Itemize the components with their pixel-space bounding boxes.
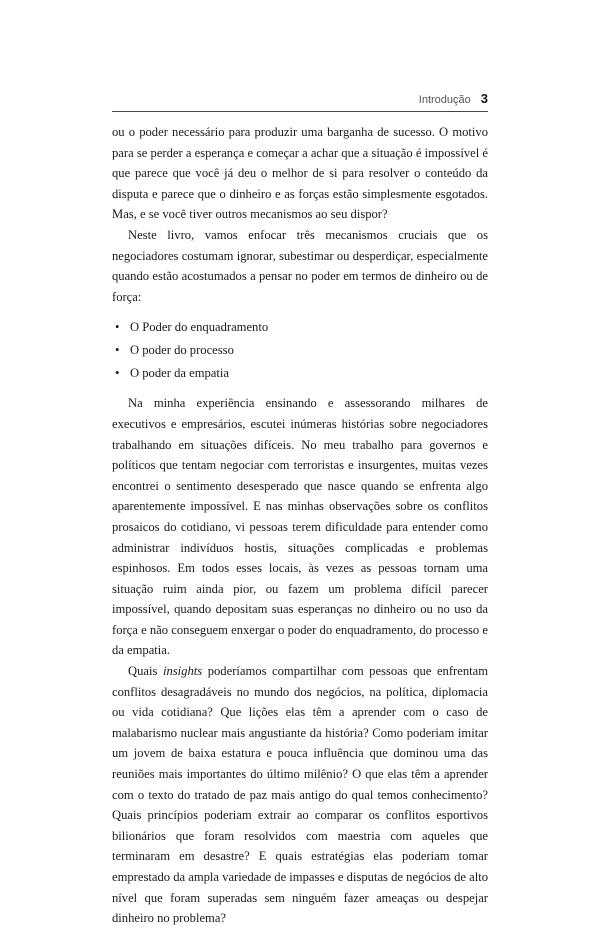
mechanisms-list (112, 316, 488, 385)
paragraph-4-start: Quais (128, 664, 163, 679)
page-number: 3 (480, 91, 488, 106)
body-text (112, 122, 488, 929)
list-item: • O poder do processo (112, 339, 488, 362)
paragraph-1: ou o poder necessário para produzir uma barganha de sucesso. O motivo para se perder a esperança e começar a achar que a situação é impossível é que parece que você já deu o melhor de si para resolver o conteúdo da disputa e parece que o dinheiro e as forças estão simplesmente esgotados. Mas, e se você tiver outros mecanismos ao seu dispor? (112, 125, 488, 222)
paragraph-2: Neste livro, vamos enfocar três mecanismos cruciais que os negociadores costumam ignorar, subestimar ou desperdiçar, especialmente quando estão acostumados a pensar no poder em termos de dinheiro ou de força: (112, 227, 488, 304)
paragraph-4-emphasis: insights (162, 664, 203, 679)
running-header (112, 90, 488, 108)
paragraph-4 (112, 661, 488, 929)
list-item: • O Poder do enquadramento (112, 316, 488, 339)
paragraph-3: Na minha experiência ensinando e assessorando milhares de executivos e empresários, escutei inúmeras histórias sobre negociadores trabalhando em situações difíceis. No meu trabalho para governos e políticos que tentam negociar com terroristas e insurgentes, muitas vezes encontrei o sentimento desesperado que nasce quando se enfrenta algo aparentemente impossível. E nas minhas observações sobre os conflitos prosaicos do cotidiano, vi pessoas terem dificuldade para entender como administrar indivíduos hostis, situações complicadas e problemas espinhosos. Em todos esses locais, às vezes as pessoas tornam uma situação ruim ainda pior, ou fazem um problema difícil parecer impossível, quando depositam suas esperanças no dinheiro ou no uso da força e não conseguem enxergar o poder do enquadramento, do processo e da empatia. (112, 396, 488, 658)
paragraph-4-rest: poderíamos compartilhar com pessoas que enfrentam conflitos desagradáveis no mundo dos negócios, na política, diplomacia ou vida cotidiana? Que lições elas têm a aprender com o caso de malabarismo nuclear mais angustiante da história? Como poderiam imitar um jovem de baixa estatura e pouca influência que dominou uma das reuniões mais importantes do último milênio? O que elas têm a aprender com o texto do tratado de paz mais antigo do qual temos conhecimento? Quais princípios poderiam extrair ao comparar os conflitos esportivos bilionários que foram resolvidos com maestria com aqueles que terminaram em desastre? E quais estratégias elas poderiam tomar emprestado da ampla variedade de impasses e disputas de negócios de alto nível que foram superadas sem ninguém fazer ameaças ou despejar dinheiro no problema? (112, 664, 489, 926)
list-item: • O poder da empatia (112, 362, 488, 385)
section-title: Introdução (418, 94, 471, 106)
header-rule (112, 111, 488, 112)
